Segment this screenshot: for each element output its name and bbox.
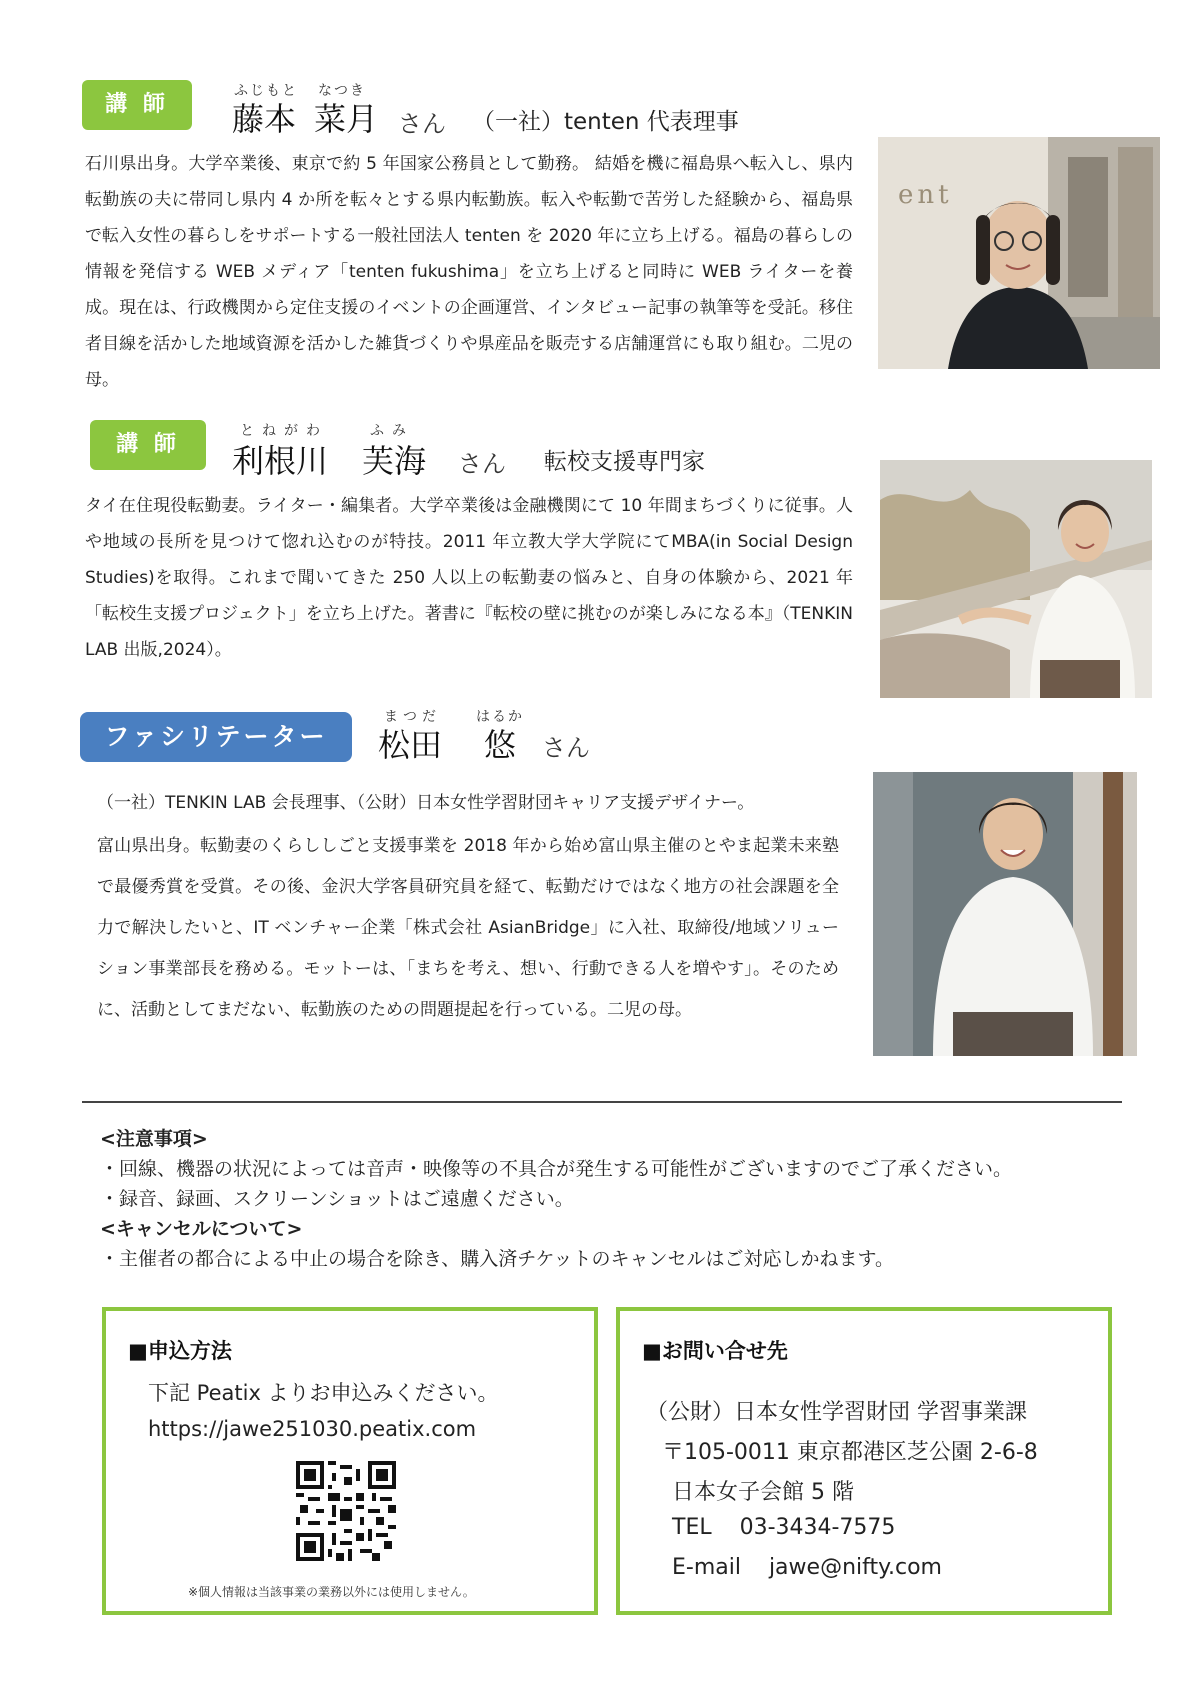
contact-box xyxy=(616,1307,1112,1615)
contact-title: ■お問い合せ先 xyxy=(642,1339,788,1363)
speaker-given-name-2: 芙海 xyxy=(362,442,427,480)
facilitator-bio: 富山県出身。転勤妻のくらししごと支援事業を 2018 年から始め富山県主催のとやま起業未来塾で最優秀賞を受賞。その後、金沢大学客員研究員を経て、転勤だけではなく地方の社会課題を全力で解決したいと、IT ベンチャー企業「株式会社 AsianBridge」に入社、取締役/地域ソリューション事業部長を務める。モットーは、「まちを考え、想い、行動できる人を増やす」。そのために、活動としてまだない、転勤族のための問題提起を行っている。二児の母。 xyxy=(97,836,839,1020)
sign-text: ent xyxy=(898,180,953,210)
speaker-role-1: （一社）tenten 代表理事 xyxy=(472,109,739,135)
lecturer-badge-1: 講 師 xyxy=(82,80,192,130)
contact-address: 〒105-0011 東京都港区芝公園 2-6-8 xyxy=(662,1440,1038,1465)
speaker-given-name-1: 菜月 xyxy=(314,100,379,138)
contact-email[interactable]: E-mail jawe@nifty.com xyxy=(672,1555,942,1580)
caution-heading: <注意事項> xyxy=(100,1128,208,1150)
ruby-family-3: まつだ xyxy=(384,709,441,725)
ruby-given-1: なつき xyxy=(318,83,366,99)
honorific-2: さん xyxy=(458,450,506,478)
facilitator-bio-lead: （一社）TENKIN LAB 会長理事、（公財）日本女性学習財団キャリア支援デザイナー。 xyxy=(97,793,755,813)
caution-item-2: ・録音、録画、スクリーンショットはご遠慮ください。 xyxy=(100,1188,574,1210)
ruby-family-1: ふじもと xyxy=(234,83,298,99)
contact-organization: （公財）日本女性学習財団 学習事業課 xyxy=(646,1400,1027,1425)
caution-item-1: ・回線、機器の状況によっては音声・映像等の不具合が発生する可能性がございますのでご了承ください。 xyxy=(100,1158,1013,1180)
honorific-3: さん xyxy=(542,734,590,762)
speaker-family-name-1: 藤本 xyxy=(232,100,297,138)
apply-box xyxy=(102,1307,598,1615)
speaker-role-2: 転校支援専門家 xyxy=(544,449,705,475)
speaker-bio-2: タイ在住現役転勤妻。ライター・編集者。大学卒業後は金融機関にて 10 年間まちづくりに従事。人や地域の長所を見つけて惚れ込むのが特技。2011 年立教大学大学院にてMBA(in Social Design Studies)を取得。これまで聞いてきた 250 人以上の転勤妻の悩みと、自身の体験から、2021 年「転校生支援プロジェクト」を立ち上げた。著書に『転校の壁に挑むのが楽しみになる本』（TENKIN LAB 出版,2024）。 xyxy=(85,496,853,660)
honorific-1: さん xyxy=(398,110,446,138)
facilitator-photo xyxy=(873,772,1137,1056)
speaker-given-name-3: 悠 xyxy=(484,726,517,764)
lecturer-badge-2: 講 師 xyxy=(90,420,206,470)
apply-url-link[interactable]: https://jawe251030.peatix.com xyxy=(148,1417,477,1441)
ruby-given-3: はるか xyxy=(476,709,524,725)
cancel-item-1: ・主催者の都合による中止の場合を除き、購入済チケットのキャンセルはご対応しかねます。 xyxy=(100,1248,895,1270)
speaker-bio-1: 石川県出身。大学卒業後、東京で約 5 年国家公務員として勤務。 結婚を機に福島県へ転入し、県内転勤族の夫に帯同し県内 4 か所を転々とする県内転勤族。転入や転勤で苦労した経験から、福島県で転入女性の暮らしをサポートする一般社団法人 tenten を 2020 年に立ち上げる。福島の暮らしの情報を発信する WEB メディア「tenten fukushima」を立ち上げると同時に WEB ライターを養成。現在は、行政機関から定住支援のイベントの企画運営、インタビュー記事の執筆等を受託。移住者目線を活かした地域資源を活かした雑貨づくりや県産品を販売する店舗運営にも取り組む。二児の母。 xyxy=(85,154,853,390)
cancel-heading: <キャンセルについて> xyxy=(100,1218,303,1240)
facilitator-badge: ファシリテーター xyxy=(80,712,352,762)
contact-tel: TEL 03-3434-7575 xyxy=(672,1515,896,1540)
speaker-family-name-3: 松田 xyxy=(378,726,443,764)
speaker-photo-1 xyxy=(878,137,1160,369)
ruby-given-2: ふみ xyxy=(370,423,414,439)
apply-title: ■申込方法 xyxy=(128,1339,232,1363)
section-divider xyxy=(82,1101,1122,1103)
speaker-family-name-2: 利根川 xyxy=(232,442,329,480)
contact-building: 日本女子会館 5 階 xyxy=(672,1480,854,1505)
privacy-note: ※個人情報は当該事業の業務以外には使用しません。 xyxy=(188,1585,475,1599)
ruby-family-2: とねがわ xyxy=(240,423,328,439)
apply-instruction: 下記 Peatix よりお申込みください。 xyxy=(148,1381,499,1405)
notes-section xyxy=(100,1124,1012,1274)
qr-code[interactable] xyxy=(296,1461,396,1561)
speaker-photo-2 xyxy=(880,460,1152,698)
